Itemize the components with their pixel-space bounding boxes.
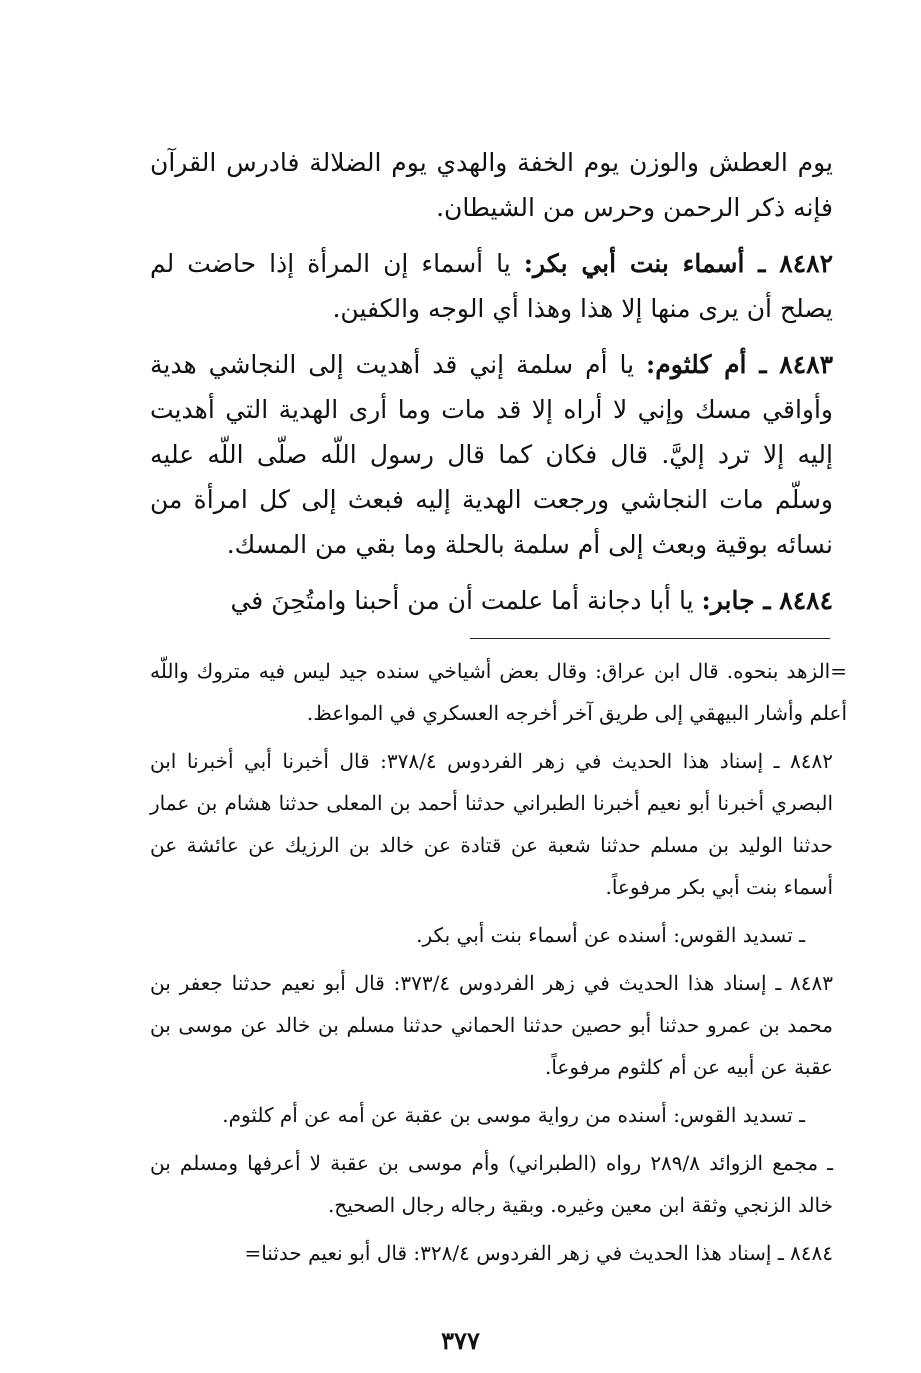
footnote-tasdid: ـ تسديد القوس: أسنده من رواية موسى بن عقبة عن أمه عن أم كلثوم. (222, 1103, 805, 1127)
continuation-paragraph: يوم العطش والوزن يوم الخفة والهدي يوم الضلالة فادرس القرآن فإنه ذكر الرحمن وحرس من الشيطان. (150, 148, 833, 222)
entry-text: يا أبا دجانة أما علمت أن من أحبنا وامتُحِنَ في (230, 586, 694, 615)
footnote-separator (470, 638, 830, 639)
entry-text: يا أم سلمة إني قد أهديت إلى النجاشي هدية وأواقي مسك وإني لا أراه إلا قد مات وما أرى الهدية التي أهديت إليه إلا ترد إليَّ. قال فكان كما قال رسول اللّه صلّى اللّه عليه وسلّم مات النجاشي ورجعت الهدية إليه فبعث إلى كل امرأة من نسائه بوقية وبعث إلى أم سلمة بالحلة وما بقي من المسك. (150, 350, 833, 559)
entry-narrator: جابر: (701, 586, 755, 615)
hadith-entry: ٨٤٨٣ ـ أم كلثوم: يا أم سلمة إني قد أهديت إلى النجاشي هدية وأواقي مسك وإني لا أراه إلا قد مات وما أرى الهدية التي أهديت إليه إلا ترد إليَّ. قال فكان كما قال رسول اللّه صلّى اللّه عليه وسلّم مات النجاشي ورجعت الهدية إليه فبعث إلى كل امرأة من نسائه بوقية وبعث إلى أم سلمة بالحلة وما بقي من المسك. (150, 350, 833, 559)
hadith-entry: ٨٤٨٤ ـ جابر: يا أبا دجانة أما علمت أن من أحبنا وامتُحِنَ في (230, 586, 833, 615)
footnotes (150, 650, 847, 1280)
entry-number: ٨٤٨٤ (779, 586, 833, 615)
footnote-isnad: ٨٤٨٣ ـ إسناد هذا الحديث في زهر الفردوس ٣٧٣/٤: قال أبو نعيم حدثنا جعفر بن محمد بن عمرو حدثنا أبو حصين حدثنا الحماني حدثنا مسلم بن خالد عن موسى بن عقبة عن أبيه عن أم كلثوم مرفوعاً. (150, 971, 833, 1079)
footnote-continuation: =الزهد بنحوه. قال ابن عراق: وقال بعض أشياخي سنده جيد ليس فيه متروك واللّه أعلم وأشار البيهقي إلى طريق آخر أخرجه العسكري في المواعظ. (150, 659, 847, 725)
footnote-majma: ـ مجمع الزوائد ٢٨٩/٨ رواه (الطبراني) وأم موسى بن عقبة لا أعرفها ومسلم بن خالد الزنجي وثقة ابن معين وغيره. وبقية رجاله رجال الصحيح. (150, 1151, 833, 1217)
footnote-isnad: ٨٤٨٤ ـ إسناد هذا الحديث في زهر الفردوس ٣٢٨/٤: قال أبو نعيم حدثنا= (244, 1241, 833, 1265)
entry-number: ٨٤٨٢ (779, 249, 833, 278)
entry-narrator: أسماء بنت أبي بكر: (523, 249, 745, 278)
footnote-tasdid: ـ تسديد القوس: أسنده عن أسماء بنت أبي بكر. (416, 923, 805, 947)
page-number: ٣٧٧ (441, 1326, 480, 1355)
entry-narrator: أم كلثوم: (646, 350, 747, 379)
hadith-entry: ٨٤٨٢ ـ أسماء بنت أبي بكر: يا أسماء إن المرأة إذا حاضت لم يصلح أن يرى منها إلا هذا وهذا أي الوجه والكفين. (150, 249, 833, 323)
entry-text: يا أسماء إن المرأة إذا حاضت لم يصلح أن يرى منها إلا هذا وهذا أي الوجه والكفين. (150, 249, 833, 323)
footnote-isnad: ٨٤٨٢ ـ إسناد هذا الحديث في زهر الفردوس ٣٧٨/٤: قال أخبرنا أبي أخبرنا ابن البصري أخبرنا أبو نعيم أخبرنا الطبراني حدثنا أحمد بن المعلى حدثنا هشام بن عمار حدثنا الوليد بن مسلم حدثنا شعبة عن قتادة عن خالد بن الرزيك عن عائشة عن أسماء بنت أبي بكر مرفوعاً. (150, 749, 834, 899)
main-text (150, 140, 833, 634)
entry-number: ٨٤٨٣ (779, 350, 833, 379)
